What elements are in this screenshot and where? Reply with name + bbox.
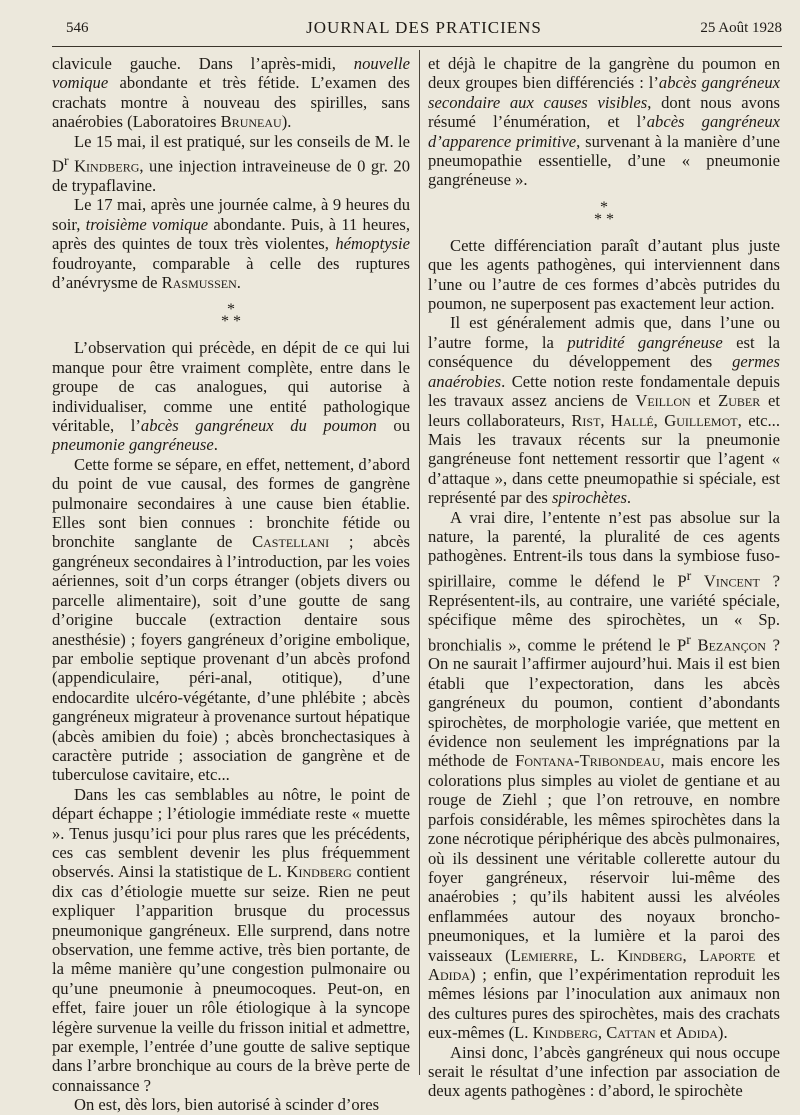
issue-date: 25 Août 1928	[700, 20, 782, 36]
section-separator: * * *	[594, 198, 614, 228]
paragraph: Dans les cas semblables au nôtre, le point de départ échappe ; l’étiologie immédiate reste « muette ». Tenus jusqu’ici pour plus rares que les précédents, ces cas semblent devenir les plus fréquemment observés. Ainsi la statistique de L. Kindberg contient dix cas d’étiologie muette sur seize. Rien ne peut expliquer l’apparition brusque du processus pneumonique gangréneux. Elle surprend, dans notre observation, une femme active, très bien portante, de la même manière qu’une congestion pulmonaire ou qu’une pneumonie à pneumocoques. Peut-on, en effet, faire jouer un rôle étiologique à la syncope légère survenue la veille du frisson initial et admettre, par exemple, l’entrée d’une goutte de salive septique dans l’arbre bronchique au cours de la brève perte de connaissance ?	[52, 784, 410, 1095]
paragraph: clavicule gauche. Dans l’après-midi, nouvelle vomique abondante et très fétide. L’examen des crachats montre à nouveau des spirilles, sans anaérobies (Laboratoires Bruneau).	[52, 54, 410, 132]
paragraph: Cette forme se sépare, en effet, nettement, d’abord du point de vue causal, des formes de gangrène pulmonaire secondaires à une cause bien établie. Elles sont bien connues : bronchite fétide ou bronchite sanglante de Castellani ; abcès gangréneux secondaires à l’introduction, par les voies aériennes, soit d’un corps étranger (objets divers ou parcelle alimentaire), soit d’une goutte de sang d’origine buccale (extraction dentaire sous anesthésie) ; foyers gangréneux d’origine embolique, par embolie septique provenant d’un abcès profond (appendiculaire, péri-anal, otitique), d’une endocardite ulcéro-végétante, d’une phlébite ; abcès gangréneux migrateur à provenance surtout hépatique (abcès amibien du foie) ; abcès bronchectasiques à caractère putride ; association de gangrène et de tuberculose cavitaire, etc...	[52, 454, 410, 785]
paragraph: A vrai dire, l’entente n’est pas absolue sur la nature, la parenté, la pluralité de ces agents pathogènes. Entrent-ils tous dans la symbiose fuso-spirillaire, comme le défend le $P^r$ Vincent ? Représentent-ils, au contraire, une variété spéciale, spécifique même des spirochètes, un « Sp. bronchialis », comme le prétend le $P^r$ Bezançon ? On ne saurait l’affirmer aujourd’hui. Mais il est bien établi que l’expectoration, dans les abcès gangréneux du poumon, contient d’abondants spirochètes, de morphologie variée, que mettent en évidence non seulement les imprégnations par la méthode de Fontana-Tribondeau, mais encore les colorations plus simples au violet de gentiane et au rouge de Ziehl ; que l’on retrouve, en nombre parfois considérable, les mêmes spirochètes dans la zone nécrotique périphérique des abcès pulmonaires, où ils dessinent une véritable collerette autour du foyer gangréneux, réservoir lui-même des anaérobies ; qu’ils habitent aussi les alvéoles enflammées autour des noyaux broncho-pneumoniques, et la lumière et la paroi des vaisseaux (Lemierre, L. Kindberg, Laporte et Adida) ; enfin, que l’expérimentation reproduit les mêmes lésions par l’inoculation aux animaux non des cultures pures des spirochètes, mais des crachats eux-mêmes (L. Kindberg, Cattan et Adida).	[428, 507, 781, 1043]
page-number: 546	[66, 20, 89, 36]
paragraph: On est, dès lors, bien autorisé à scinder d’ores	[74, 1095, 380, 1115]
column-divider	[419, 50, 420, 1075]
section-separator: * * *	[221, 301, 241, 331]
paragraph: L’observation qui précède, en dépit de ce qui lui manque pour être vraiment complète, entre dans le groupe de cas analogues, qui autorise à individualiser, comme une entité pathologique véritable, l’abcès gangréneux du poumon ou pneumonie gangréneuse.	[52, 338, 411, 455]
paragraph: Le 15 mai, il est pratiqué, sur les conseils de M. le $D^r$ Kindberg, une injection intraveineuse de 0 gr. 20 de trypaflavine.	[52, 131, 410, 195]
paragraph: Cette différenciation paraît d’autant plus juste que les agents pathogènes, qui interviennent dans l’une ou l’autre de ces formes d’abcès putrides du poumon, ne superposent pas exactement leur action.	[428, 235, 780, 314]
page-header	[66, 18, 782, 44]
paragraph: Le 17 mai, après une journée calme, à 9 heures du soir, troisième vomique abondante. Puis, à 11 heures, après des quintes de toux très violentes, hémoptysie foudroyante, comparable à celle des ruptures d’anévrysme de Rasmussen.	[52, 195, 410, 292]
right-column	[428, 54, 780, 1101]
paragraph: Ainsi donc, l’abcès gangréneux qui nous occupe serait le résultat d’une infection par association de deux agents pathogènes : d’abord, le spirochète	[428, 1042, 780, 1101]
paragraph: et déjà le chapitre de la gangrène du poumon en deux groupes bien différenciés : l’abcès gangréneux secondaire aux causes visibles, dont nous avons résumé l’énumération, et l’abcès gangréneux d’apparence primitive, survenant à la manière d’une pneumopathie essentielle, d’une « pneumonie gangréneuse ».	[428, 54, 781, 190]
paragraph: Il est généralement admis que, dans l’une ou l’autre forme, la putridité gangréneuse est la conséquence du développement des germes anaérobies. Cette notion reste fondamentale depuis les travaux assez anciens de Veillon et Zuber et leurs collaborateurs, Rist, Hallé, Guillemot, etc... Mais les travaux récents sur la pneumonie gangréneuse font nettement ressortir que l’agent « d’attaque », dans cette pneumopathie si spéciale, est représenté par des spirochètes.	[428, 313, 780, 508]
journal-title: JOURNAL DES PRATICIENS	[306, 18, 542, 37]
header-rule	[52, 46, 782, 47]
left-column	[52, 54, 410, 1115]
